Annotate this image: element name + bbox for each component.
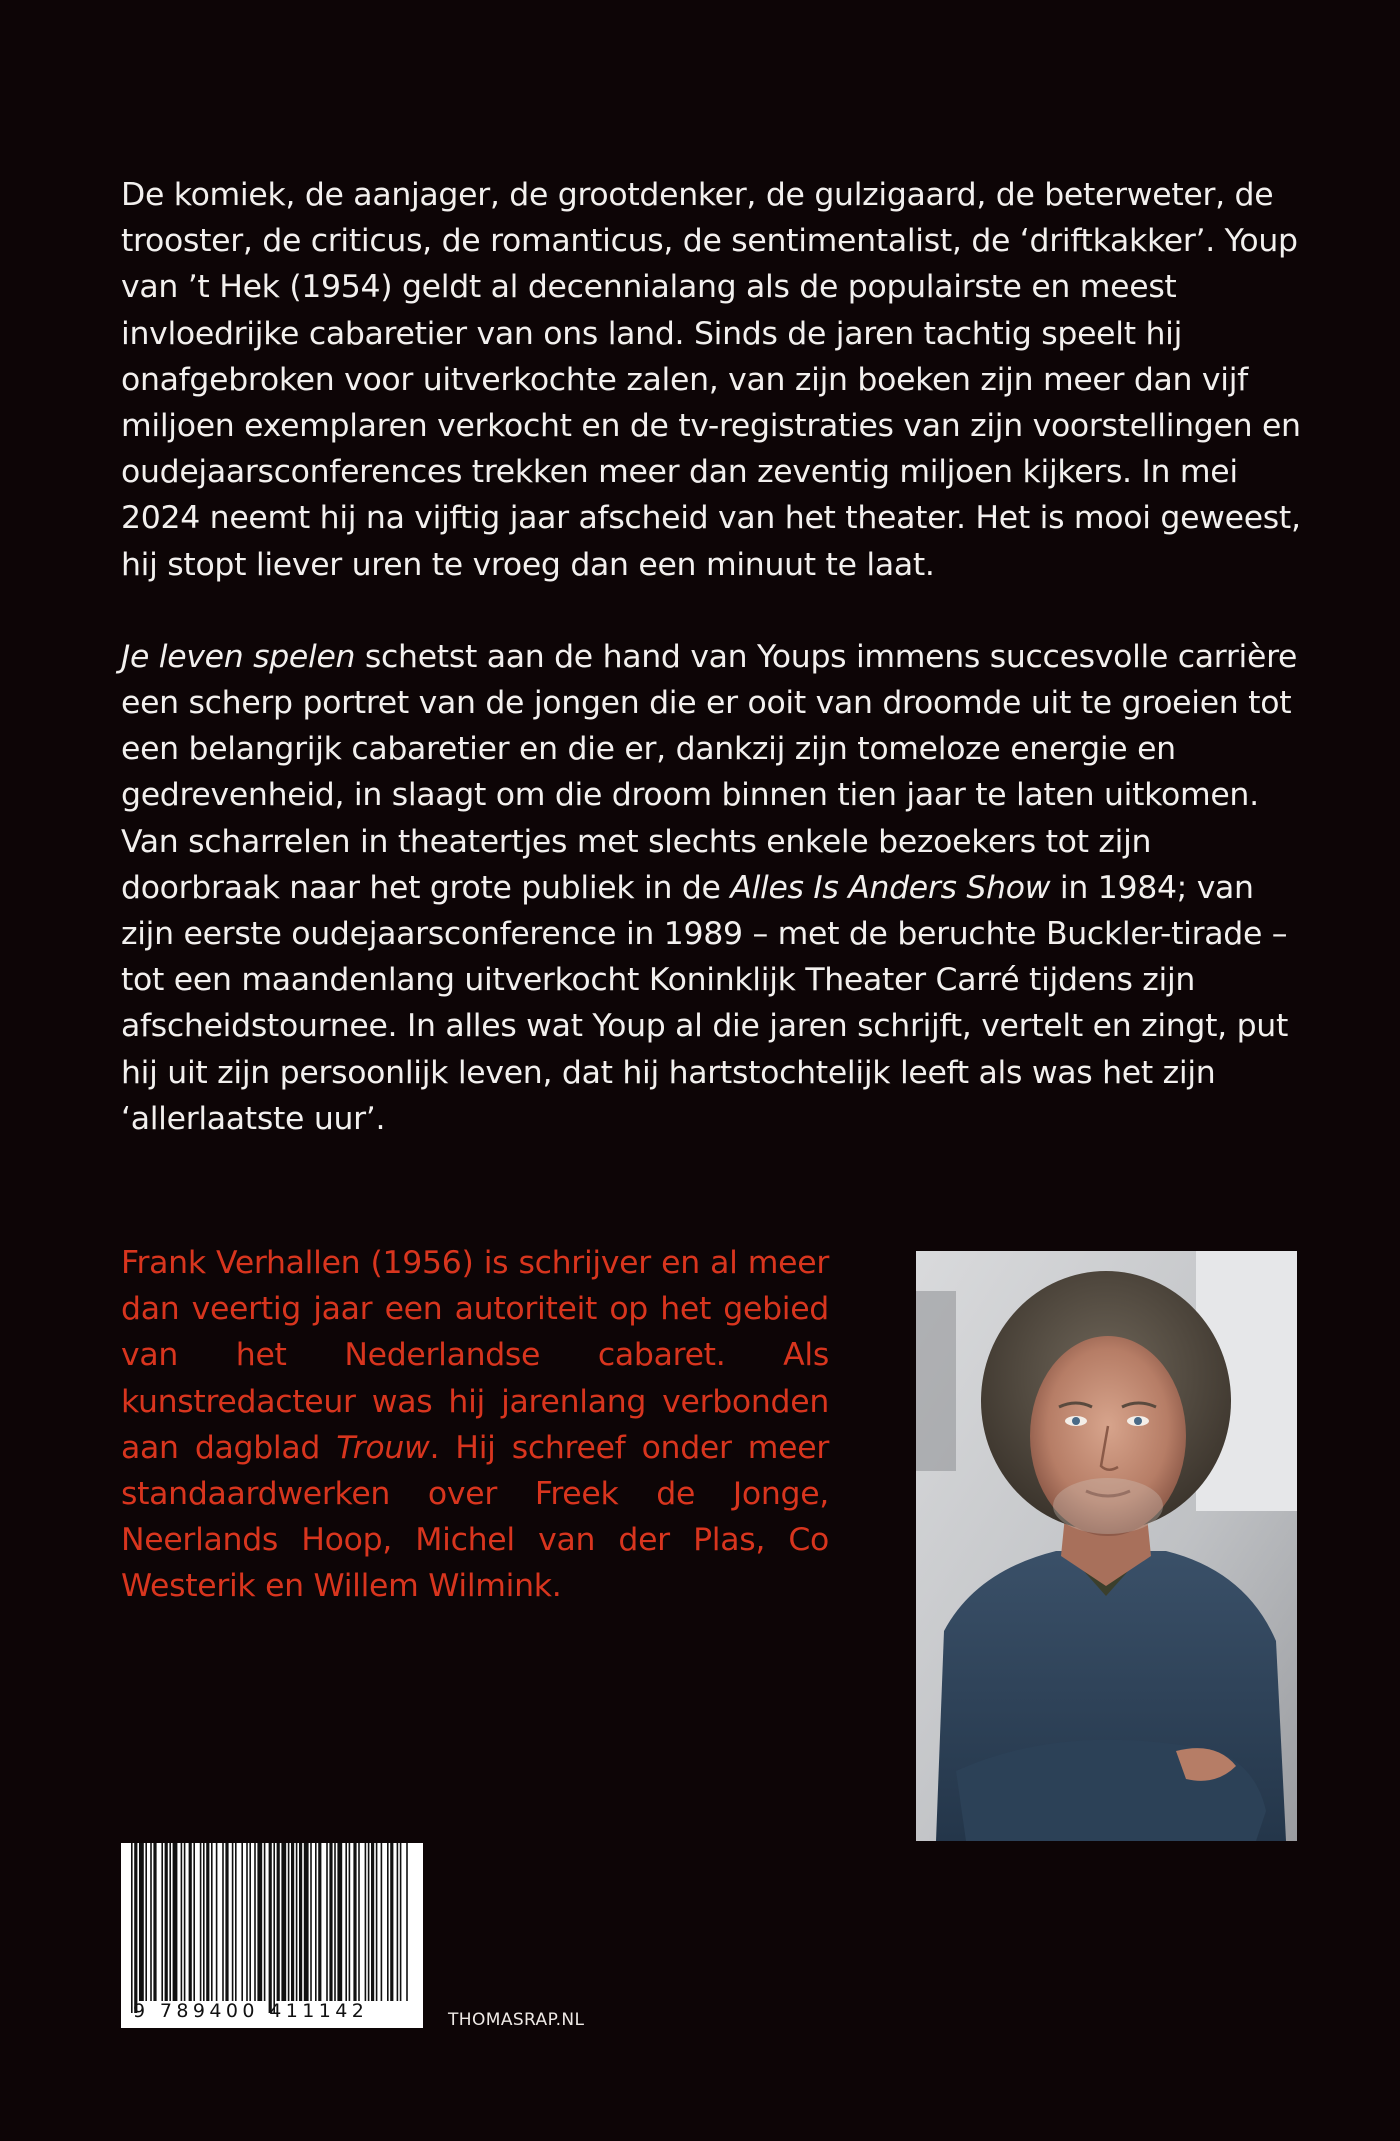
barcode-bar: [153, 1843, 156, 2001]
barcode-bar: [235, 1843, 237, 2001]
barcode-bar: [189, 1843, 192, 2001]
barcode-bar: [371, 1843, 374, 2001]
barcode-bar: [315, 1843, 317, 2001]
barcode-bar: [334, 1843, 336, 2001]
barcode-bar: [273, 1843, 275, 2013]
barcode-bar: [281, 1843, 286, 2001]
barcode-bar: [397, 1843, 399, 2001]
barcode-bar: [390, 1843, 393, 2001]
barcode-bar: [246, 1843, 248, 2001]
barcode-bar: [161, 1843, 163, 2001]
barcode-bar: [203, 1843, 205, 2001]
barcode-bar: [241, 1843, 243, 2001]
barcode-bar: [193, 1843, 195, 2001]
barcode-bar: [406, 1843, 408, 2001]
barcode-bar: [337, 1843, 342, 2001]
barcode-bar: [200, 1843, 202, 2001]
book-title: Je leven spelen: [121, 638, 356, 675]
barcode-bar: [257, 1843, 262, 2001]
barcode-bar: [232, 1843, 234, 2001]
barcode-bar: [310, 1843, 312, 2001]
barcode-bar: [277, 1843, 280, 2001]
blurb-paragraph-2: [121, 634, 1316, 1142]
barcode-bar: [173, 1843, 178, 2001]
barcode-bar: [387, 1843, 389, 2001]
barcode-bar: [318, 1843, 321, 2001]
barcode-bar: [249, 1843, 251, 2001]
barcode-bar: [381, 1843, 383, 2001]
barcode-bar: [299, 1843, 302, 2001]
barcode-bar: [329, 1843, 332, 2001]
barcode-bar: [181, 1843, 183, 2001]
blurb-paragraph-1: De komiek, de aanjager, de grootdenker, de gulzigaard, de beterweter, de trooster, de criticus, de romanticus, de sentimentalist, de ‘driftkakker’. Youp van ’t Hek (1954) geldt al decennialang als de populairste en meest invloedrijke cabaretier van ons land. Sinds de jaren tachtig speelt hij onafgebroken voor uitverkochte zalen, van zijn boeken zijn meer dan vijf miljoen exemplaren verkocht en de tv-registraties van zijn voorstellingen en oudejaarsconferences trekken meer dan zeventig miljoen kijkers. In mei 2024 neemt hij na vijftig jaar afscheid van het theater. Het is mooi geweest, hij stopt liever uren te vroeg dan een minuut te laat.: [121, 177, 1301, 583]
barcode-bar: [288, 1843, 290, 2001]
barcode-bar: [365, 1843, 367, 2001]
barcode-bar: [145, 1843, 147, 2001]
barcode-bar: [400, 1843, 402, 2001]
barcode-bar: [345, 1843, 347, 2001]
blurb-text-continued: in 1984; van zijn eerste oudejaarsconference in 1989 – met de beruchte Buckler-tirade – tot een maandenlang uitverkocht Koninklijk Theater Carré tijdens zijn afscheidstournee. In alles wat Youp al die jaren schrijft, vertelt en zingt, put hij uit zijn persoonlijk leven, dat hij hartstochtelijk leeft als was het zijn ‘allerlaatste uur’.: [121, 869, 1289, 1137]
author-bio-text: Frank Verhallen (1956) is schrijver en al meer dan veertig jaar een autoriteit op het gebied van het Nederlandse cabaret. Als kunstredacteur was hij jarenlang verbonden aan dagblad: [121, 1245, 829, 1466]
author-bio-text-continued: . Hij schreef onder meer standaardwerken over Freek de Jonge, Neerlands Hoop, Michel van der Plas, Co Westerik en Willem Wilmink.: [121, 1429, 829, 1605]
publisher-url: THOMASRAP.NL: [448, 2010, 585, 2030]
barcode-bar: [349, 1843, 351, 2001]
barcode-bar: [206, 1843, 209, 2001]
barcode-bar: [254, 1843, 256, 2001]
isbn-digits: 9 789400 411142: [133, 2000, 369, 2022]
barcode-bar: [264, 1843, 266, 2001]
show-title: Alles Is Anders Show: [730, 869, 1051, 906]
barcode-bar: [131, 1843, 133, 2013]
barcode-bar: [169, 1843, 171, 2001]
author-portrait-image: [916, 1251, 1297, 1841]
barcode-bar: [368, 1843, 370, 2001]
barcode-bar: [358, 1843, 360, 2001]
barcode-bar: [222, 1843, 224, 2001]
barcode-bar: [296, 1843, 298, 2001]
author-photo: [916, 1251, 1297, 1841]
barcode-bar: [353, 1843, 356, 2001]
barcode-bar: [291, 1843, 294, 2001]
barcode-bar: [326, 1843, 328, 2001]
blurb-text: schetst aan de hand van Youps immens succesvolle carrière een scherp portret van de jongen die er ooit van droomde uit te groeien tot een belangrijk cabaretier en die er, dankzij zijn tomeloze energie en gedrevenheid, in slaagt om die droom binnen tien jaar te laten uitkomen. Van scharrelen in theatertjes met slechts enkele bezoekers tot zijn doorbraak naar het grote publiek in de: [121, 638, 1298, 906]
barcode-bar: [376, 1843, 378, 2001]
barcode-bar: [184, 1843, 186, 2001]
barcode-bar: [150, 1843, 152, 2001]
barcode-bar: [225, 1843, 228, 2001]
newspaper-title: Trouw: [336, 1429, 430, 1466]
barcode-bar: [165, 1843, 168, 2001]
barcode-bar: [216, 1843, 218, 2001]
barcode-bar: [134, 1843, 137, 2013]
author-bio: [121, 1240, 829, 1610]
barcode-bar: [139, 1843, 144, 2001]
barcode-bar: [211, 1843, 213, 2001]
back-cover-blurb: [121, 172, 1316, 1142]
barcode-bar: [304, 1843, 309, 2001]
isbn-barcode: [121, 1843, 423, 2028]
barcode-bar: [269, 1843, 272, 2013]
